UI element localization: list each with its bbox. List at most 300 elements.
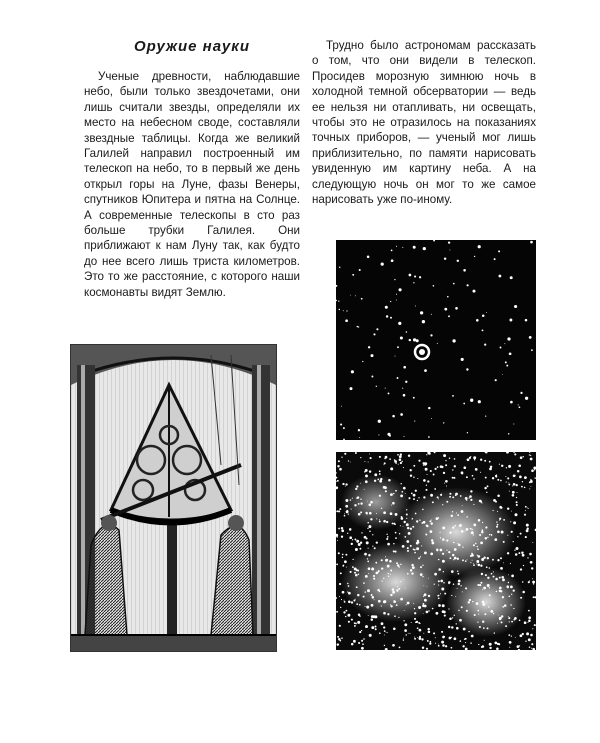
star-speck: [367, 522, 369, 524]
star-speck: [352, 559, 353, 560]
star-speck: [466, 610, 468, 612]
star-speck: [451, 626, 453, 628]
star-speck: [393, 550, 395, 552]
star-speck: [407, 527, 409, 529]
star-speck: [346, 610, 348, 612]
star-speck: [501, 621, 503, 623]
star-speck: [475, 468, 478, 471]
star-speck: [365, 474, 368, 477]
star-speck: [474, 459, 475, 460]
star-speck: [466, 476, 468, 478]
star-speck: [452, 511, 453, 512]
star-speck: [355, 295, 356, 296]
star-speck: [529, 580, 530, 581]
star-speck: [428, 452, 431, 455]
star-speck: [406, 509, 407, 510]
star-speck: [413, 477, 414, 478]
star-speck: [384, 630, 386, 632]
star-speck: [362, 643, 364, 645]
star-speck: [342, 565, 344, 567]
star-speck: [489, 461, 491, 463]
star-speck: [406, 604, 407, 605]
star-speck: [364, 461, 365, 462]
star-speck: [429, 642, 431, 644]
star-speck: [390, 467, 393, 470]
star-speck: [452, 477, 454, 479]
star-speck: [414, 612, 416, 614]
star-speck: [413, 246, 416, 249]
star-speck: [442, 560, 445, 563]
star-speck: [377, 479, 379, 481]
star-speck: [369, 453, 370, 454]
star-speck: [406, 540, 409, 543]
star-speck: [507, 337, 510, 340]
star-speck: [348, 601, 351, 604]
star-speck: [339, 468, 342, 471]
star-speck: [513, 608, 514, 609]
star-speck: [522, 633, 524, 635]
star-speck: [529, 553, 532, 556]
star-speck: [528, 638, 531, 641]
star-speck: [392, 588, 395, 591]
star-speck: [426, 611, 429, 614]
star-speck: [508, 582, 509, 583]
star-speck: [452, 339, 455, 342]
star-speck: [340, 607, 341, 608]
star-speck: [400, 564, 401, 565]
star-speck: [375, 562, 377, 564]
star-speck: [383, 626, 385, 628]
star-speck: [494, 632, 495, 633]
star-speck: [477, 548, 479, 550]
star-speck: [442, 538, 445, 541]
star-speck: [379, 519, 380, 520]
star-speck: [473, 564, 475, 566]
star-speck: [431, 418, 432, 419]
star-speck: [366, 538, 368, 540]
star-speck: [465, 560, 467, 562]
star-speck: [424, 369, 427, 372]
star-speck: [499, 518, 501, 520]
star-speck: [530, 455, 531, 456]
star-speck: [466, 516, 468, 518]
star-speck: [405, 588, 406, 589]
star-speck: [378, 420, 381, 423]
star-speck: [376, 541, 378, 543]
star-speck: [442, 526, 445, 529]
star-speck: [368, 548, 369, 549]
star-speck: [430, 641, 432, 643]
star-speck: [370, 501, 373, 504]
star-speck: [525, 536, 527, 538]
star-speck: [359, 269, 361, 271]
star-speck: [403, 639, 405, 641]
star-speck: [458, 544, 461, 547]
star-speck: [516, 501, 518, 503]
star-speck: [343, 611, 345, 613]
star-speck: [482, 522, 483, 523]
star-speck: [512, 485, 513, 486]
star-speck: [368, 554, 370, 556]
star-speck: [422, 603, 424, 605]
star-speck: [417, 627, 419, 629]
star-speck: [424, 462, 427, 465]
star-speck: [415, 306, 416, 307]
star-speck: [390, 512, 393, 515]
star-speck: [525, 510, 526, 511]
star-speck: [514, 305, 517, 308]
star-speck: [361, 298, 363, 300]
star-speck: [476, 602, 479, 605]
star-speck: [470, 562, 471, 563]
star-speck: [390, 574, 391, 575]
star-speck: [509, 647, 510, 648]
star-speck: [390, 604, 391, 605]
star-speck: [413, 603, 414, 604]
star-speck: [374, 547, 376, 549]
star-speck: [344, 513, 345, 514]
star-speck: [489, 534, 490, 535]
star-speck: [407, 602, 410, 605]
star-speck: [513, 521, 516, 524]
star-speck: [444, 483, 445, 484]
star-speck: [438, 559, 440, 561]
star-speck: [528, 610, 530, 612]
star-speck: [339, 625, 341, 627]
star-speck: [496, 647, 499, 650]
star-speck: [379, 632, 381, 634]
star-speck: [413, 282, 414, 283]
star-speck: [356, 586, 358, 588]
star-speck: [466, 528, 469, 531]
star-speck: [414, 275, 416, 277]
star-speck: [370, 518, 372, 520]
star-speck: [372, 534, 373, 535]
star-speck: [525, 397, 528, 400]
star-speck: [534, 624, 536, 626]
star-speck: [482, 329, 484, 331]
star-speck: [389, 560, 392, 563]
star-speck: [496, 521, 497, 522]
star-speck: [421, 638, 423, 640]
star-speck: [393, 543, 394, 544]
star-speck: [347, 533, 348, 534]
star-speck: [511, 594, 512, 595]
star-speck: [467, 284, 469, 286]
star-speck: [485, 415, 486, 416]
star-speck: [426, 485, 427, 486]
star-speck: [479, 534, 481, 536]
star-speck: [510, 604, 512, 606]
star-speck: [385, 388, 386, 389]
star-speck: [484, 344, 486, 346]
star-speck: [454, 548, 457, 551]
star-speck: [477, 546, 478, 547]
star-speck: [376, 328, 378, 330]
star-speck: [467, 559, 468, 560]
star-speck: [397, 586, 398, 587]
star-speck: [383, 511, 386, 514]
star-speck: [431, 520, 432, 521]
star-speck: [500, 480, 502, 482]
star-speck: [507, 508, 509, 510]
right-paragraph: Трудно было астрономам рассказать о том, что они видели в телескоп. Просидев морозную зимнюю ночь в холодной темной обсерватории — ведь ее нельзя ни отапливать, ни освещать, чтобы это не отразилось на показаниях точных приборов, — ученый мог лишь приблизительно, по памяти нарисовать увиденную им картину неба. А на следующую ночь он мог то же самое нарисовать уже по-иному.: [312, 39, 536, 207]
star-speck: [508, 484, 510, 486]
star-speck: [470, 399, 473, 402]
star-speck: [515, 637, 516, 638]
star-speck: [363, 638, 365, 640]
star-speck: [383, 464, 384, 465]
star-speck: [385, 490, 387, 492]
star-speck: [506, 482, 507, 483]
star-speck: [473, 544, 475, 546]
star-speck: [388, 392, 390, 394]
star-speck: [386, 538, 388, 540]
star-speck: [423, 465, 424, 466]
star-speck: [355, 574, 358, 577]
star-speck: [340, 423, 342, 425]
star-speck: [513, 541, 514, 542]
star-speck: [403, 366, 406, 369]
star-speck: [478, 614, 479, 615]
star-speck: [473, 534, 474, 535]
star-speck: [395, 513, 398, 516]
star-speck: [374, 480, 376, 482]
star-speck: [410, 569, 412, 571]
star-speck: [472, 475, 474, 477]
star-speck: [426, 525, 428, 527]
star-speck: [528, 616, 531, 619]
star-speck: [531, 469, 534, 472]
star-speck: [357, 594, 359, 596]
star-speck: [390, 594, 392, 596]
star-speck: [381, 622, 384, 625]
star-speck: [337, 540, 338, 541]
star-speck: [433, 285, 435, 287]
star-speck: [480, 582, 482, 584]
star-speck: [337, 636, 339, 638]
star-speck: [497, 524, 499, 526]
star-speck: [374, 473, 377, 476]
star-speck: [413, 498, 415, 500]
star-speck: [495, 501, 497, 503]
star-speck: [390, 301, 391, 302]
star-speck: [416, 542, 419, 545]
star-speck: [408, 454, 410, 456]
star-speck: [454, 557, 457, 560]
star-speck: [482, 601, 485, 604]
star-speck: [493, 510, 494, 511]
star-speck: [472, 290, 475, 293]
star-speck: [400, 413, 403, 416]
star-speck: [530, 241, 533, 244]
sparse-star-field-icon: [336, 240, 536, 440]
star-speck: [513, 483, 516, 486]
star-speck: [497, 623, 498, 624]
star-speck: [418, 497, 419, 498]
star-speck: [358, 429, 360, 431]
star-speck: [351, 643, 354, 646]
star-speck: [359, 604, 361, 606]
star-speck: [426, 648, 428, 650]
star-speck: [423, 479, 426, 482]
star-speck: [465, 497, 468, 500]
star-speck: [428, 578, 429, 579]
star-speck: [351, 619, 353, 621]
star-speck: [448, 626, 450, 628]
star-speck: [394, 551, 396, 553]
star-speck: [369, 470, 371, 472]
star-speck: [501, 531, 502, 532]
star-speck: [471, 528, 472, 529]
star-speck: [485, 477, 487, 479]
star-speck: [461, 530, 464, 533]
star-speck: [481, 573, 483, 575]
star-speck: [414, 638, 416, 640]
star-speck: [432, 542, 435, 545]
star-speck: [342, 557, 343, 558]
star-speck: [364, 471, 365, 472]
star-speck: [449, 249, 450, 250]
star-speck: [498, 615, 499, 616]
star-speck: [496, 591, 498, 593]
star-speck: [449, 531, 451, 533]
star-speck: [510, 586, 513, 589]
star-speck: [473, 504, 474, 505]
star-speck: [434, 573, 437, 576]
star-speck: [413, 465, 415, 467]
star-speck: [432, 608, 434, 610]
star-speck: [423, 247, 426, 250]
star-speck: [529, 336, 532, 339]
star-speck: [509, 621, 510, 622]
star-speck: [386, 534, 387, 535]
star-speck: [472, 601, 473, 602]
star-speck: [381, 580, 382, 581]
star-speck: [388, 576, 389, 577]
star-speck: [356, 485, 358, 487]
star-speck: [508, 574, 509, 575]
star-speck: [399, 566, 400, 567]
star-speck: [489, 647, 491, 649]
star-speck: [400, 525, 401, 526]
star-speck: [443, 422, 444, 423]
star-speck: [392, 644, 395, 647]
star-speck: [360, 542, 362, 544]
star-speck: [489, 567, 491, 569]
star-speck: [434, 584, 435, 585]
star-speck: [485, 537, 488, 540]
star-speck: [440, 549, 443, 552]
star-speck: [406, 523, 409, 526]
star-speck: [379, 591, 380, 592]
star-speck: [523, 565, 524, 566]
star-speck: [363, 582, 365, 584]
star-speck: [395, 490, 397, 492]
star-speck: [354, 504, 356, 506]
star-speck: [386, 315, 388, 317]
star-speck: [410, 469, 412, 471]
star-speck: [403, 521, 405, 523]
star-speck: [427, 586, 428, 587]
star-speck: [381, 262, 384, 265]
star-speck: [397, 377, 399, 379]
star-speck: [401, 517, 404, 520]
star-speck: [401, 461, 402, 462]
star-speck: [401, 516, 403, 518]
star-speck: [374, 599, 375, 600]
star-speck: [351, 601, 353, 603]
star-speck: [518, 465, 521, 468]
star-speck: [458, 610, 459, 611]
star-speck: [507, 535, 508, 536]
star-speck: [404, 629, 407, 632]
star-speck: [456, 513, 457, 514]
star-speck: [372, 546, 373, 547]
star-speck: [533, 583, 534, 584]
star-speck: [398, 588, 400, 590]
star-speck: [373, 575, 375, 577]
star-speck: [424, 593, 427, 596]
star-speck: [369, 531, 371, 533]
star-speck: [413, 397, 415, 399]
star-speck: [384, 634, 385, 635]
star-speck: [481, 529, 483, 531]
star-speck: [454, 458, 456, 460]
star-speck: [444, 308, 447, 311]
star-speck: [458, 573, 460, 575]
star-speck: [349, 536, 352, 539]
star-speck: [355, 452, 357, 454]
star-speck: [512, 494, 515, 497]
star-speck: [350, 571, 352, 573]
star-speck: [417, 637, 418, 638]
star-speck: [465, 642, 466, 643]
star-speck: [461, 358, 464, 361]
star-speck: [459, 524, 461, 526]
star-speck: [493, 576, 495, 578]
star-speck: [438, 597, 440, 599]
star-speck: [482, 621, 484, 623]
star-speck: [470, 642, 471, 643]
star-speck: [433, 632, 435, 634]
star-speck: [443, 571, 444, 572]
star-speck: [522, 554, 525, 557]
star-speck: [367, 558, 368, 559]
star-speck: [528, 508, 529, 509]
star-speck: [368, 615, 369, 616]
star-speck: [396, 562, 398, 564]
star-speck: [440, 465, 443, 468]
star-speck: [368, 567, 371, 570]
star-speck: [352, 498, 353, 499]
star-speck: [428, 407, 430, 409]
star-speck: [478, 644, 479, 645]
star-speck: [522, 481, 523, 482]
star-speck: [430, 553, 433, 556]
star-speck: [442, 553, 444, 555]
star-speck: [357, 326, 358, 327]
star-speck: [412, 518, 414, 520]
star-speck: [487, 584, 490, 587]
star-speck: [476, 560, 479, 563]
star-speck: [434, 488, 436, 490]
star-speck: [417, 500, 418, 501]
star-speck: [478, 564, 481, 567]
star-speck: [429, 520, 431, 522]
star-speck: [379, 495, 381, 497]
star-speck: [513, 424, 514, 425]
